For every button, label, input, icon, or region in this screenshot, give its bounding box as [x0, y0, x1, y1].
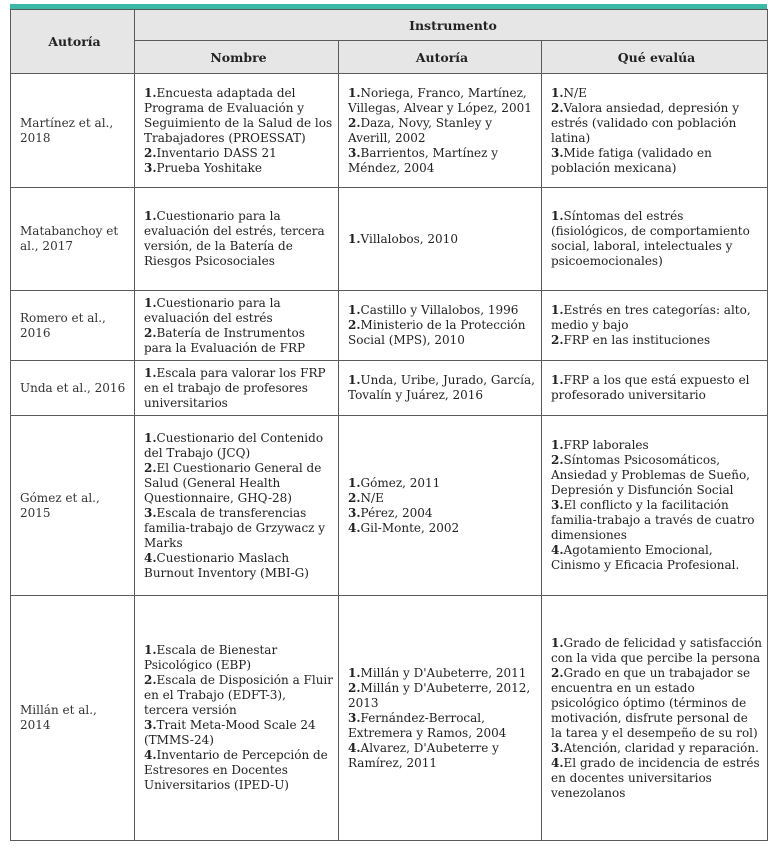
table-row — [11, 291, 768, 361]
item-number: 3. — [144, 160, 157, 175]
list-item — [348, 373, 536, 403]
list-item — [348, 666, 536, 681]
item-text: Alvarez, D'Aubeterre y Ramírez, 2011 — [348, 740, 499, 770]
list-item — [144, 326, 333, 356]
list-item — [348, 711, 536, 741]
item-number: 1. — [551, 303, 564, 317]
evalua-cell — [542, 416, 768, 596]
item-number: 1. — [144, 209, 157, 223]
item-number: 4. — [144, 748, 157, 762]
item-number: 2. — [551, 665, 564, 680]
item-text: Grado de felicidad y satisfacción con la vida que percibe la persona — [551, 635, 762, 665]
instruments-table — [10, 9, 768, 841]
item-number: 1. — [144, 85, 157, 100]
item-number: 1. — [551, 209, 564, 223]
item-text: El grado de incidencia de estrés en docentes universitarios venezolanos — [551, 755, 760, 800]
nombre-cell — [135, 596, 339, 841]
list-item — [551, 498, 762, 543]
item-text: Escala de Bienestar Psicológico (EBP) — [144, 643, 278, 672]
row-author: Martínez et al., 2018 — [11, 74, 135, 188]
row-author: Gómez et al., 2015 — [11, 416, 135, 596]
item-text: Daza, Novy, Stanley y Averill, 2002 — [348, 115, 492, 145]
item-number: 1. — [144, 295, 157, 310]
list-item — [144, 673, 333, 718]
item-text: Gómez, 2011 — [360, 475, 441, 490]
item-number: 3. — [144, 505, 157, 520]
item-number: 4. — [551, 755, 564, 770]
autoria-cell — [339, 596, 542, 841]
item-number: 2. — [348, 318, 361, 332]
list-item — [348, 521, 536, 536]
item-number: 3. — [551, 145, 564, 160]
item-number: 2. — [348, 490, 361, 505]
nombre-cell — [135, 188, 339, 291]
item-number: 2. — [551, 333, 564, 347]
item-text: Cuestionario para la evaluación del estrés — [144, 295, 281, 325]
item-number: 1. — [348, 231, 361, 246]
list-item — [144, 643, 333, 673]
item-text: FRP laborales — [563, 438, 649, 452]
item-number: 3. — [551, 740, 564, 755]
list-item — [551, 86, 762, 101]
item-text: Pérez, 2004 — [360, 505, 433, 520]
item-text: Gil-Monte, 2002 — [360, 520, 460, 535]
table-row — [11, 596, 768, 841]
item-text: Trait Meta-Mood Scale 24 (TMMS-24) — [144, 718, 316, 747]
item-number: 1. — [551, 438, 564, 452]
list-item — [348, 86, 536, 116]
item-number: 2. — [551, 100, 564, 115]
item-text: N/E — [563, 85, 587, 100]
list-item — [144, 748, 333, 793]
list-item — [348, 741, 536, 771]
item-number: 4. — [348, 740, 361, 755]
table-row — [11, 74, 768, 188]
list-item — [348, 232, 536, 247]
list-item — [551, 636, 762, 666]
item-text: Encuesta adaptada del Programa de Evaluación y Seguimiento de la Salud de los Trabajadores (PROESSAT) — [144, 85, 333, 145]
evalua-cell — [542, 74, 768, 188]
header-autoria: Autoría — [11, 10, 135, 74]
item-text: Millán y D'Aubeterre, 2011 — [360, 665, 527, 680]
list-item — [348, 681, 536, 711]
list-item — [551, 373, 762, 403]
header-nombre: Nombre — [135, 41, 339, 74]
item-number: 1. — [348, 665, 361, 680]
item-number: 4. — [144, 550, 157, 565]
list-item — [551, 438, 762, 453]
row-author: Romero et al., 2016 — [11, 291, 135, 361]
item-text: Escala para valorar los FRP en el trabajo de profesores universitarios — [144, 365, 326, 410]
item-text: Fernández-Berrocal, Extremera y Ramos, 2004 — [348, 710, 507, 740]
item-text: Síntomas Psicosomáticos, Ansiedad y Problemas de Sueño, Depresión y Disfunción Social — [551, 453, 750, 497]
list-item — [348, 116, 536, 146]
item-number: 1. — [348, 85, 361, 100]
autoria-cell — [339, 188, 542, 291]
autoria-cell — [339, 291, 542, 361]
list-item — [551, 101, 762, 146]
list-item — [348, 318, 536, 348]
item-text: Estrés en tres categorías: alto, medio y bajo — [551, 303, 751, 332]
item-text: Atención, claridad y reparación. — [563, 740, 759, 755]
row-author: Millán et al., 2014 — [11, 596, 135, 841]
item-text: Prueba Yoshitake — [156, 160, 262, 175]
list-item — [551, 303, 762, 333]
list-item — [144, 461, 333, 506]
item-text: Cuestionario para la evaluación del estrés, tercera versión, de la Batería de Riesgos Psicosociales — [144, 209, 325, 268]
item-number: 2. — [551, 453, 564, 467]
list-item — [551, 756, 762, 801]
nombre-cell — [135, 291, 339, 361]
list-item — [144, 551, 333, 581]
list-item — [348, 146, 536, 176]
item-text: Síntomas del estrés (fisiológicos, de comportamiento social, laboral, intelectuales y psicoemocionales) — [551, 209, 750, 268]
autoria-cell — [339, 74, 542, 188]
list-item — [348, 491, 536, 506]
item-number: 2. — [144, 145, 157, 160]
item-number: 1. — [551, 373, 564, 387]
item-number: 1. — [348, 373, 361, 387]
list-item — [551, 333, 762, 348]
table-row — [11, 188, 768, 291]
list-item — [144, 431, 333, 461]
item-text: Barrientos, Martínez y Méndez, 2004 — [348, 145, 499, 175]
item-text: Escala de Disposición a Fluir en el Trabajo (EDFT-3), tercera versión — [144, 673, 334, 717]
item-text: Batería de Instrumentos para la Evaluación de FRP — [144, 325, 306, 355]
autoria-cell — [339, 416, 542, 596]
item-text: Escala de transferencias familia-trabajo de Grzywacz y Marks — [144, 505, 326, 550]
item-number: 1. — [551, 85, 564, 100]
item-text: Noriega, Franco, Martínez, Villegas, Alvear y López, 2001 — [348, 85, 532, 115]
list-item — [144, 296, 333, 326]
row-author: Matabanchoy et al., 2017 — [11, 188, 135, 291]
item-text: Inventario de Percepción de Estresores en Docentes Universitarios (IPED-U) — [144, 748, 328, 792]
list-item — [144, 718, 333, 748]
item-text: FRP a los que está expuesto el profesorado universitario — [551, 373, 750, 402]
item-text: El conflicto y la facilitación familia-trabajo a través de cuatro dimensiones — [551, 498, 755, 542]
item-number: 3. — [348, 145, 361, 160]
list-item — [551, 666, 762, 741]
item-text: Mide fatiga (validado en población mexicana) — [551, 145, 712, 175]
item-number: 3. — [144, 718, 157, 732]
list-item — [551, 209, 762, 269]
list-item — [348, 303, 536, 318]
item-text: Millán y D'Aubeterre, 2012, 2013 — [348, 680, 531, 710]
item-number: 3. — [348, 710, 361, 725]
header-autoria-instrumento: Autoría — [339, 41, 542, 74]
item-text: Castillo y Villalobos, 1996 — [360, 303, 519, 317]
item-text: N/E — [360, 490, 384, 505]
list-item — [144, 209, 333, 269]
evalua-cell — [542, 188, 768, 291]
item-text: Unda, Uribe, Jurado, García, Tovalín y Juárez, 2016 — [348, 373, 535, 402]
list-item — [144, 366, 333, 411]
evalua-cell — [542, 291, 768, 361]
item-number: 4. — [348, 520, 361, 535]
list-item — [551, 741, 762, 756]
item-text: Grado en que un trabajador se encuentra en un estado psicológico óptimo (términos de motivación, disfrute personal de la tarea y el desempeño de su rol) — [551, 665, 758, 740]
item-text: Valora ansiedad, depresión y estrés (validado con población latina) — [551, 100, 739, 145]
evalua-cell — [542, 596, 768, 841]
row-author: Unda et al., 2016 — [11, 361, 135, 416]
item-number: 1. — [551, 635, 564, 650]
item-text: Villalobos, 2010 — [360, 231, 458, 246]
list-item — [551, 543, 762, 573]
list-item — [551, 146, 762, 176]
item-text: Inventario DASS 21 — [156, 145, 277, 160]
list-item — [144, 506, 333, 551]
item-text: Ministerio de la Protección Social (MPS), 2010 — [348, 318, 526, 347]
item-number: 1. — [144, 365, 157, 380]
item-number: 1. — [348, 475, 361, 490]
item-text: El Cuestionario General de Salud (General Health Questionnaire, GHQ-28) — [144, 460, 322, 505]
item-number: 2. — [144, 460, 157, 475]
autoria-cell — [339, 361, 542, 416]
list-item — [144, 146, 333, 161]
header-que-evalua: Qué evalúa — [542, 41, 768, 74]
item-number: 2. — [348, 680, 361, 695]
list-item — [551, 453, 762, 498]
item-number: 1. — [348, 303, 361, 317]
item-text: Agotamiento Emocional, Cinismo y Eficacia Profesional. — [551, 543, 740, 572]
item-number: 3. — [348, 505, 361, 520]
list-item — [144, 86, 333, 146]
item-text: Cuestionario del Contenido del Trabajo (JCQ) — [144, 430, 324, 460]
nombre-cell — [135, 74, 339, 188]
item-text: FRP en las instituciones — [563, 333, 711, 347]
item-number: 2. — [348, 115, 361, 130]
header-instrumento: Instrumento — [135, 10, 768, 41]
list-item — [348, 476, 536, 491]
item-number: 1. — [144, 643, 157, 657]
evalua-cell — [542, 361, 768, 416]
item-number: 4. — [551, 543, 564, 557]
item-number: 1. — [144, 430, 157, 445]
item-number: 2. — [144, 325, 157, 340]
item-number: 2. — [144, 673, 157, 687]
list-item — [144, 161, 333, 176]
nombre-cell — [135, 361, 339, 416]
list-item — [348, 506, 536, 521]
item-text: Cuestionario Maslach Burnout Inventory (MBI-G) — [144, 550, 309, 580]
table-row — [11, 416, 768, 596]
nombre-cell — [135, 416, 339, 596]
table-row — [11, 361, 768, 416]
item-number: 3. — [551, 498, 564, 512]
